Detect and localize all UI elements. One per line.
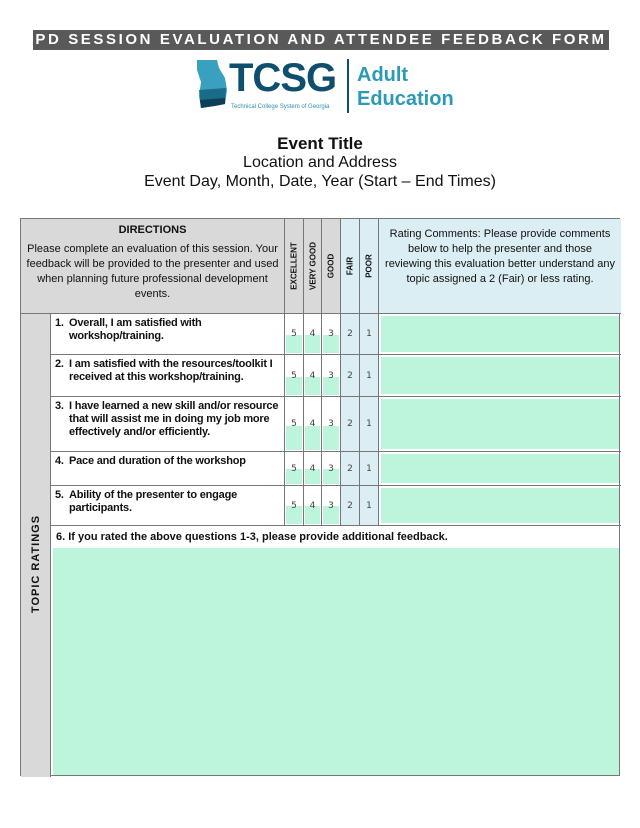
rating-header-2 (322, 219, 341, 314)
rating-header-3 (341, 219, 360, 314)
rating-option-2[interactable] (341, 486, 360, 526)
rating-value: 3 (328, 419, 334, 429)
rating-value: 2 (347, 500, 353, 511)
rating-option-3[interactable] (322, 314, 341, 355)
question-number: 1. (55, 317, 64, 329)
rating-value: 2 (347, 463, 353, 474)
comment-cell (379, 486, 621, 526)
comment-input[interactable] (381, 488, 619, 523)
question-number: 3. (55, 400, 64, 412)
rating-value: 4 (309, 500, 316, 511)
rating-value: 4 (309, 329, 316, 339)
rating-header-label: FAIR (345, 256, 355, 276)
rating-option-4[interactable] (304, 397, 322, 452)
rating-option-5[interactable] (285, 452, 304, 486)
comment-cell (379, 314, 621, 355)
logo-tcsg: TCSG (229, 56, 337, 100)
rating-option-4[interactable] (304, 486, 322, 526)
georgia-map-icon (195, 60, 229, 112)
rating-value: 2 (347, 329, 353, 339)
rating-comments-header: Rating Comments: Please provide comments below to help the presenter and those reviewing this evaluation better understand any topic assigned a 2 (Fair) or less rating. (379, 219, 621, 314)
comment-input[interactable] (381, 357, 619, 394)
question-row-3 (51, 397, 285, 452)
rating-value: 3 (328, 370, 334, 381)
rating-option-3[interactable] (322, 355, 341, 397)
rating-header-1 (304, 219, 322, 314)
rating-option-2[interactable] (341, 355, 360, 397)
rating-option-2[interactable] (341, 397, 360, 452)
question-row-1 (51, 314, 285, 355)
rating-header-label: EXCELLENT (289, 242, 299, 290)
rating-value: 5 (291, 463, 297, 474)
question-text: Overall, I am satisfied with workshop/training. (69, 317, 202, 342)
feedback-input[interactable] (53, 548, 619, 775)
rating-option-4[interactable] (304, 314, 322, 355)
directions-heading: DIRECTIONS (118, 224, 187, 236)
feedback-question: 6. If you rated the above questions 1-3, please provide additional feedback. (56, 531, 448, 543)
question-row-2 (51, 355, 285, 397)
form-title-banner: PD SESSION EVALUATION AND ATTENDEE FEEDBACK FORM (33, 30, 609, 50)
comment-input[interactable] (381, 399, 619, 449)
rating-value: 5 (291, 500, 297, 511)
tcsg-adult-education-logo (195, 57, 455, 115)
event-title: Event Title (277, 134, 363, 153)
question-text: Pace and duration of the workshop (69, 455, 246, 467)
rating-header-label: VERY GOOD (308, 241, 317, 291)
rating-field[interactable] (305, 426, 320, 450)
rating-option-5[interactable] (285, 486, 304, 526)
evaluation-table (20, 218, 620, 776)
rating-value: 1 (366, 419, 372, 429)
rating-option-5[interactable] (285, 314, 304, 355)
comment-input[interactable] (381, 454, 619, 483)
comment-cell (379, 355, 621, 397)
rating-value: 5 (291, 370, 297, 381)
rating-option-1[interactable] (360, 452, 379, 486)
question-row-5 (51, 486, 285, 526)
rating-value: 4 (309, 370, 316, 381)
comment-input[interactable] (381, 316, 619, 352)
rating-value: 4 (309, 463, 316, 474)
rating-value: 5 (291, 329, 297, 339)
rating-field[interactable] (286, 426, 302, 450)
question-number: 5. (55, 489, 64, 501)
question-text: I have learned a new skill and/or resource that will assist me in doing my job more effectively and/or efficiently. (69, 400, 279, 438)
comment-cell (379, 397, 621, 452)
rating-option-1[interactable] (360, 397, 379, 452)
rating-value: 2 (347, 419, 353, 429)
logo-subtitle: Technical College System of Georgia (231, 104, 330, 110)
question-number: 4. (55, 455, 64, 467)
rating-option-5[interactable] (285, 397, 304, 452)
event-location: Location and Address (243, 154, 397, 171)
rating-field[interactable] (323, 426, 339, 450)
rating-option-3[interactable] (322, 486, 341, 526)
rating-option-1[interactable] (360, 486, 379, 526)
rating-value: 1 (366, 463, 372, 474)
event-date: Event Day, Month, Date, Year (Start – End Times) (144, 173, 496, 190)
comment-cell (379, 452, 621, 486)
rating-header-0 (285, 219, 304, 314)
directions-cell (21, 219, 285, 314)
rating-value: 3 (328, 500, 334, 511)
rating-option-2[interactable] (341, 314, 360, 355)
rating-option-5[interactable] (285, 355, 304, 397)
rating-value: 5 (291, 419, 297, 429)
logo-adult-education: Adult Education (357, 64, 454, 110)
rating-value: 3 (328, 329, 334, 339)
rating-header-label: POOR (364, 254, 374, 278)
directions-text: Please complete an evaluation of this session. Your feedback will be provided to the presenter and used when planning future professional development events. (26, 243, 279, 300)
question-number: 2. (55, 358, 64, 370)
rating-option-3[interactable] (322, 452, 341, 486)
rating-value: 1 (366, 500, 372, 511)
topic-ratings-label: TOPIC RATINGS (21, 314, 51, 777)
rating-value: 2 (347, 370, 353, 381)
feedback-section (51, 526, 621, 777)
rating-option-4[interactable] (304, 355, 322, 397)
question-row-4 (51, 452, 285, 486)
rating-header-4 (360, 219, 379, 314)
rating-value: 3 (328, 463, 334, 474)
rating-value: 1 (366, 370, 372, 381)
rating-option-3[interactable] (322, 397, 341, 452)
rating-option-4[interactable] (304, 452, 322, 486)
question-text: Ability of the presenter to engage participants. (69, 489, 238, 514)
rating-value: 1 (366, 329, 372, 339)
question-text: I am satisfied with the resources/toolkit I received at this workshop/training. (69, 358, 273, 383)
rating-option-1[interactable] (360, 314, 379, 355)
rating-header-label: GOOD (326, 253, 336, 279)
rating-option-2[interactable] (341, 452, 360, 486)
logo-divider (347, 59, 349, 113)
rating-value: 4 (309, 419, 316, 429)
rating-option-1[interactable] (360, 355, 379, 397)
